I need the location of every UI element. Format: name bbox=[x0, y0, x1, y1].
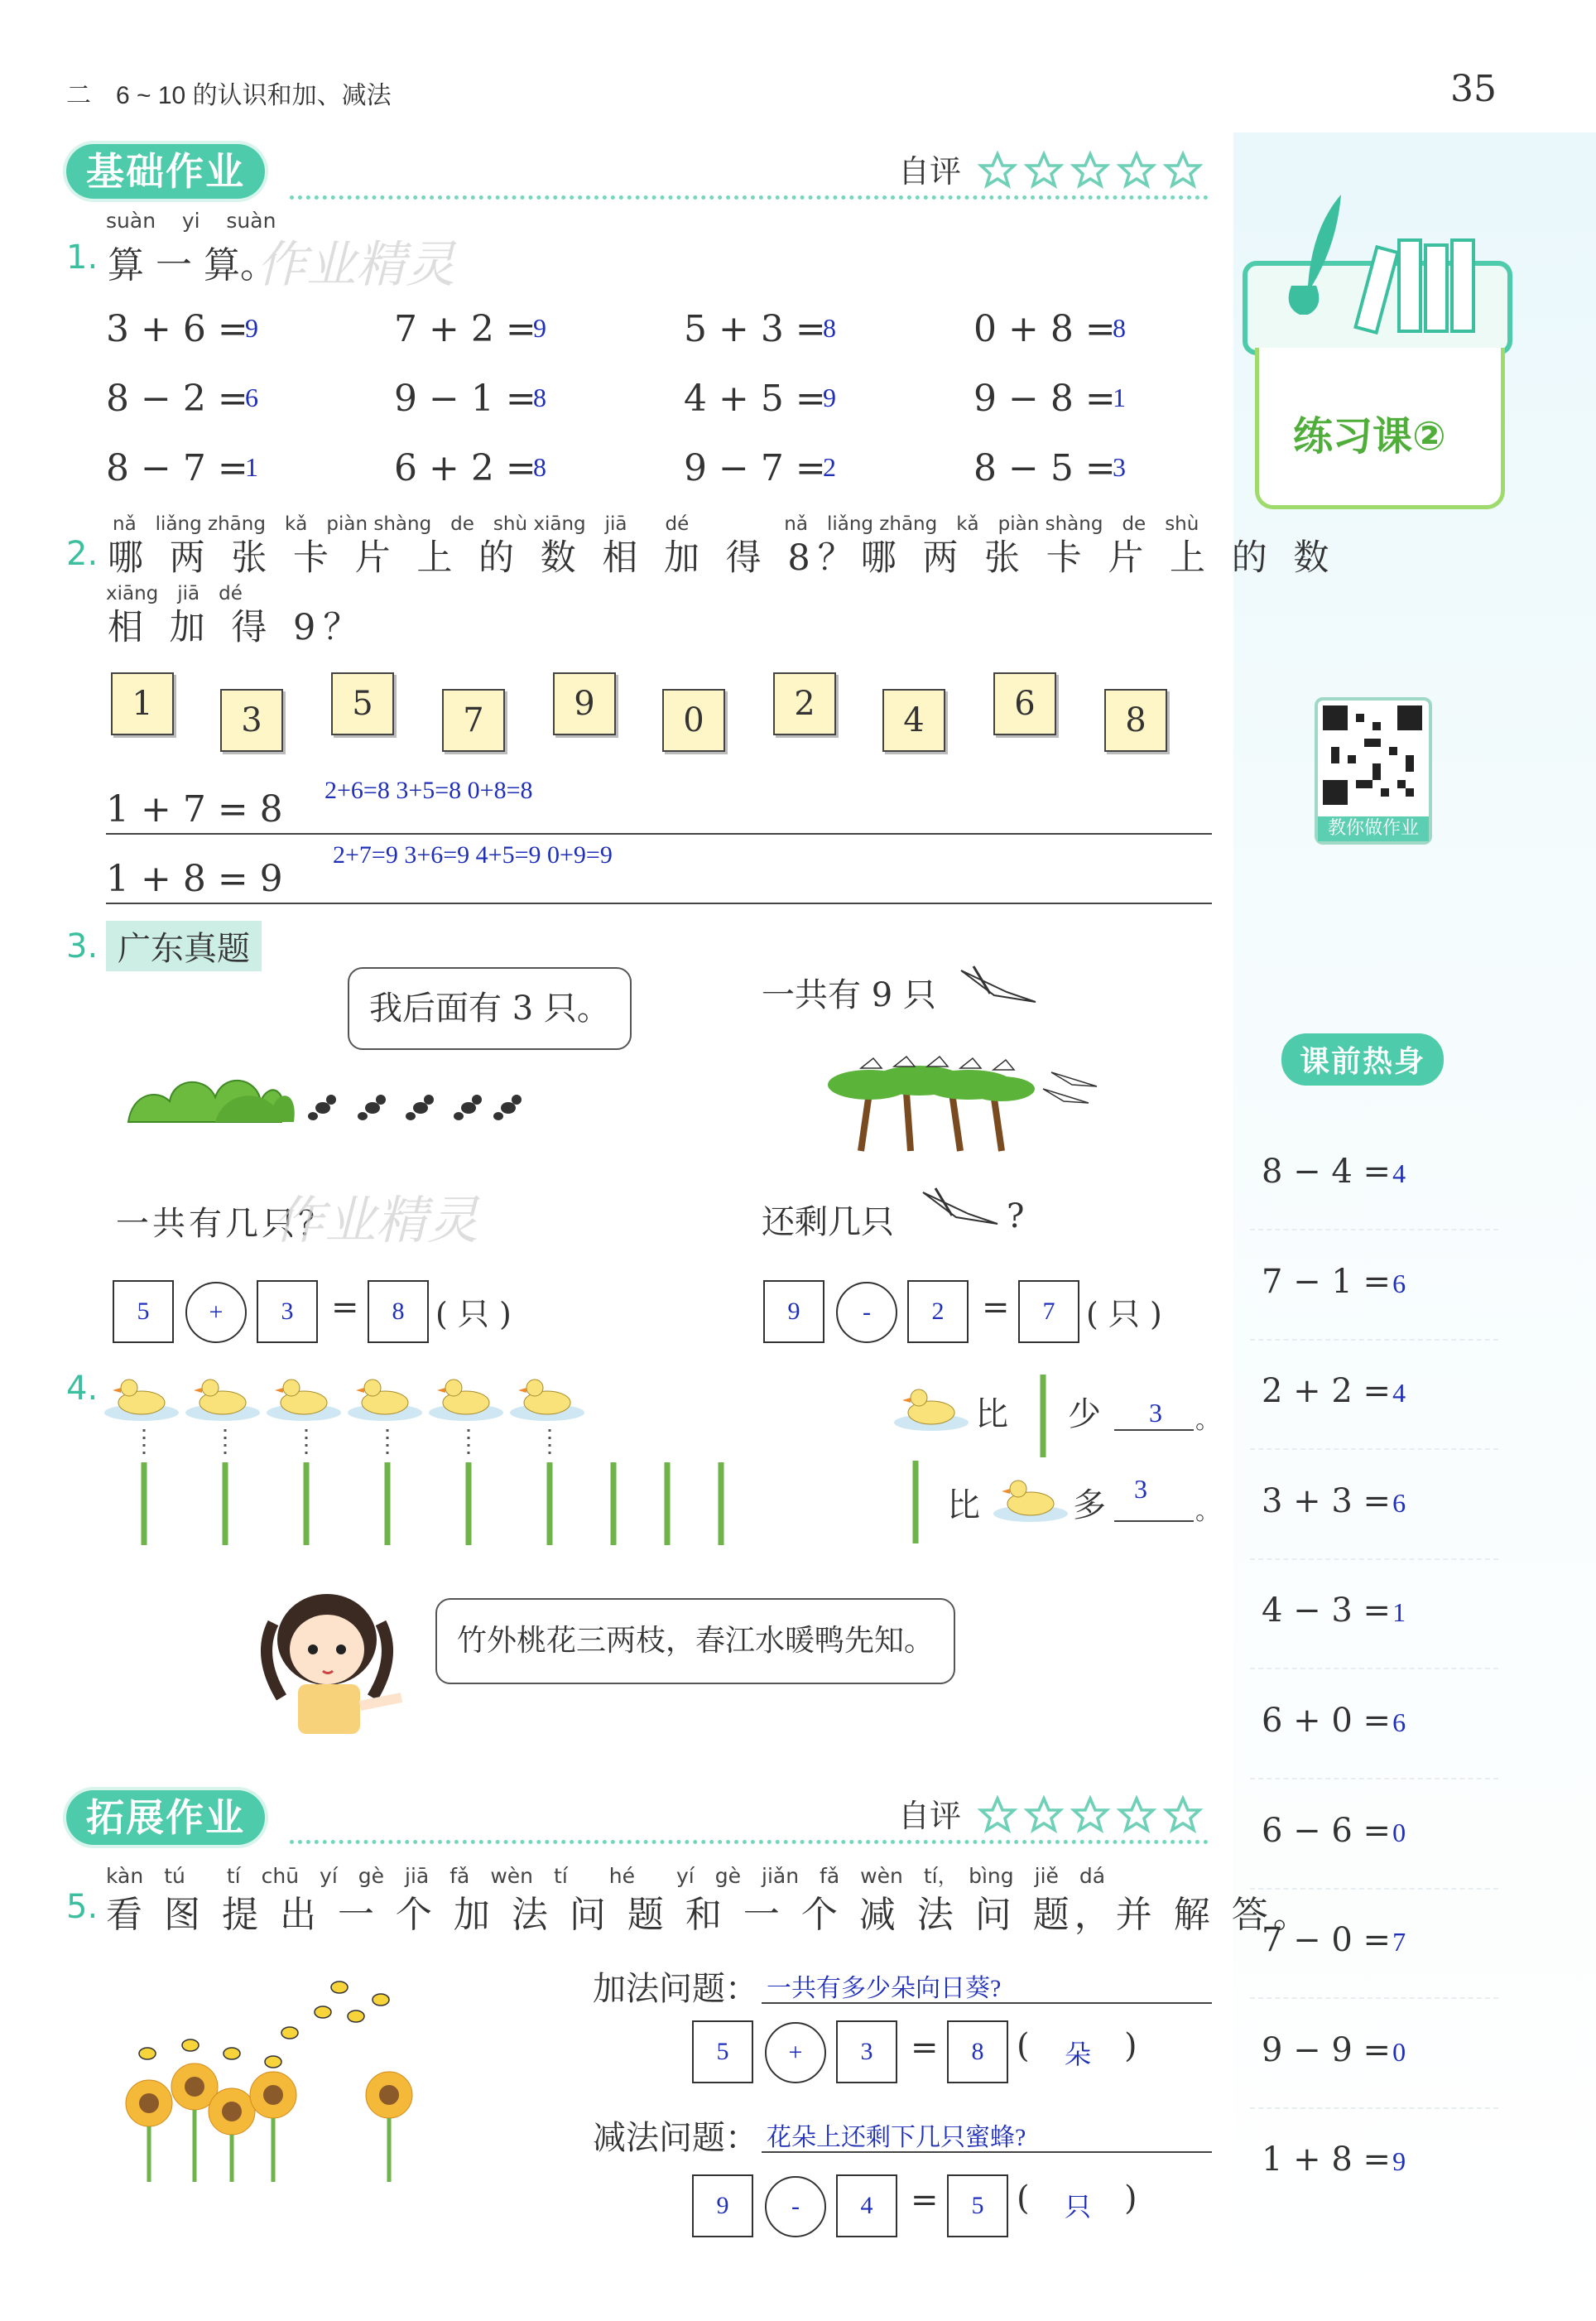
q1-answer[interactable]: 8 bbox=[533, 452, 546, 482]
equals-sign: = bbox=[911, 2029, 939, 2067]
page-number: 35 bbox=[1450, 68, 1497, 110]
q2-equation-1: 1 + 7 = 8 bbox=[106, 788, 283, 831]
add-unit[interactable]: 朵 bbox=[1065, 2039, 1092, 2069]
q5-pinyin: kàn tú tí chū yí gè jiā fǎ wèn tí hé yí gè jiǎn fǎ wèn tí， bìng jiě dá bbox=[106, 1864, 1106, 1888]
pinyin: suàn bbox=[226, 209, 276, 233]
paren-close: ) bbox=[1124, 2027, 1137, 2065]
unit-label: ( 只 ) bbox=[435, 1296, 512, 1332]
star-icon[interactable] bbox=[1163, 1795, 1203, 1835]
sub-unit[interactable]: 只 bbox=[1065, 2192, 1092, 2222]
divider bbox=[1250, 1778, 1498, 1779]
duck-icon bbox=[894, 1381, 969, 1431]
sub-question-answer[interactable]: 花朵上还剩下几只蜜蜂? bbox=[767, 2124, 1026, 2151]
period: 。 bbox=[1195, 1406, 1220, 1435]
divider bbox=[1250, 1448, 1498, 1450]
operator-circle[interactable]: + bbox=[185, 1282, 247, 1343]
compare-shao: 少 bbox=[1068, 1395, 1101, 1433]
compare-bi: 比 bbox=[975, 1395, 1008, 1433]
ink-and-books-icon bbox=[1242, 190, 1515, 356]
q1-equation: 9 − 1 = bbox=[394, 378, 536, 420]
answer-line bbox=[1114, 1520, 1194, 1522]
warmup-answer[interactable]: 6 bbox=[1392, 1707, 1406, 1737]
warmup-answer[interactable]: 4 bbox=[1392, 1158, 1406, 1188]
answer-box[interactable]: 3 bbox=[836, 2020, 897, 2083]
q2-pinyin-line2: xiāng jiā dé bbox=[106, 583, 243, 604]
warmup-equation bbox=[1262, 1153, 1406, 1191]
q3-tag: 广东真题 bbox=[106, 921, 262, 971]
add-question-label: 加法问题： bbox=[593, 1970, 758, 2008]
warmup-expression: 2 + 2 = bbox=[1262, 1372, 1392, 1411]
qr-caption: 教你做作业 bbox=[1318, 816, 1429, 841]
q1-equation: 9 − 7 = bbox=[684, 447, 826, 489]
q1-equation: 0 + 8 = bbox=[973, 308, 1116, 350]
answer-box[interactable]: 9 bbox=[763, 1280, 824, 1343]
divider bbox=[1250, 1997, 1498, 1999]
warmup-answer[interactable]: 9 bbox=[1392, 2146, 1406, 2177]
speech-bubble: 我后面有 3 只。 bbox=[348, 967, 632, 1050]
qr-pattern bbox=[1323, 705, 1422, 805]
period: 。 bbox=[1195, 1497, 1220, 1526]
bamboo-icon bbox=[1026, 1375, 1060, 1457]
self-eval-extend bbox=[898, 1790, 1209, 1842]
star-icon[interactable] bbox=[1024, 1795, 1064, 1835]
sub-question-label: 减法问题： bbox=[593, 2119, 758, 2157]
number-card[interactable]: 6 bbox=[993, 672, 1056, 735]
warmup-answer[interactable]: 4 bbox=[1392, 1378, 1406, 1408]
star-icon[interactable] bbox=[978, 1795, 1017, 1835]
answer-box[interactable]: 5 bbox=[113, 1280, 174, 1343]
warmup-expression: 1 + 8 = bbox=[1262, 2140, 1392, 2179]
number-card[interactable]: 3 bbox=[220, 689, 283, 752]
answer-box[interactable]: 3 bbox=[257, 1280, 318, 1343]
q1-answer[interactable]: 8 bbox=[823, 313, 836, 343]
star-icon[interactable] bbox=[1024, 151, 1064, 190]
paren-close: ) bbox=[1124, 2179, 1137, 2217]
answer-box[interactable]: 4 bbox=[836, 2174, 897, 2237]
q1-equation: 8 − 2 = bbox=[106, 378, 248, 420]
answer-box[interactable]: 5 bbox=[692, 2020, 753, 2083]
number-card[interactable]: 4 bbox=[882, 689, 945, 752]
warmup-answer[interactable]: 0 bbox=[1392, 2036, 1406, 2067]
warmup-equation bbox=[1262, 1263, 1406, 1301]
bush-and-ants-illustration bbox=[124, 1043, 530, 1134]
warmup-equation bbox=[1262, 2140, 1406, 2179]
divider bbox=[1250, 1229, 1498, 1230]
equals-sign: = bbox=[331, 1288, 359, 1327]
basic-homework-banner: 基础作业 bbox=[66, 144, 265, 199]
warmup-expression: 7 − 0 = bbox=[1262, 1921, 1392, 1960]
answer-line bbox=[106, 833, 1212, 835]
warmup-expression: 3 + 3 = bbox=[1262, 1481, 1392, 1520]
q2-equation-2: 1 + 8 = 9 bbox=[106, 858, 283, 900]
answer-box[interactable]: 8 bbox=[368, 1280, 429, 1343]
operator-circle[interactable]: - bbox=[765, 2176, 826, 2237]
q2-number: 2. bbox=[66, 535, 99, 573]
q2-answer-2[interactable]: 2+7=9 3+6=9 4+5=9 0+9=9 bbox=[333, 841, 613, 869]
q4-answer-2[interactable]: 3 bbox=[1134, 1474, 1147, 1504]
warmup-expression: 7 − 1 = bbox=[1262, 1262, 1392, 1301]
answer-box[interactable]: 8 bbox=[947, 2020, 1008, 2083]
q1-answer[interactable]: 8 bbox=[1113, 313, 1126, 343]
palm-trees-birds-illustration bbox=[828, 1043, 1101, 1159]
q1-answer[interactable]: 8 bbox=[533, 383, 546, 412]
warmup-expression: 6 − 6 = bbox=[1262, 1811, 1392, 1850]
answer-box[interactable]: 7 bbox=[1018, 1280, 1079, 1343]
equals-sign: = bbox=[982, 1288, 1010, 1327]
number-card[interactable]: 8 bbox=[1104, 689, 1167, 752]
self-eval-label: 自评 bbox=[898, 1798, 962, 1834]
rating-stars[interactable] bbox=[978, 161, 1209, 198]
q1-answer[interactable]: 1 bbox=[1113, 383, 1126, 412]
girl-illustration bbox=[248, 1573, 414, 1739]
q3-right-top: 一共有 9 只 bbox=[762, 976, 936, 1014]
star-icon[interactable] bbox=[1070, 1795, 1110, 1835]
answer-box[interactable]: 9 bbox=[692, 2174, 753, 2237]
q2-question-line1: 哪 两 张 卡 片 上 的 数 相 加 得 8？哪 两 张 卡 片 上 的 数 bbox=[108, 537, 1337, 579]
watermark: 作业精灵 bbox=[257, 236, 455, 294]
warmup-equation bbox=[1262, 2031, 1406, 2069]
add-question-answer[interactable]: 一共有多少朵向日葵? bbox=[767, 1975, 1002, 2002]
q4-number: 4. bbox=[66, 1370, 99, 1408]
star-icon[interactable] bbox=[1117, 151, 1156, 190]
unit-label: ( 只 ) bbox=[1086, 1296, 1162, 1332]
star-icon[interactable] bbox=[1070, 151, 1110, 190]
compare-duo: 多 bbox=[1073, 1486, 1106, 1524]
warmup-equation bbox=[1262, 1482, 1406, 1520]
warmup-expression: 4 − 3 = bbox=[1262, 1591, 1392, 1630]
answer-line bbox=[762, 2151, 1212, 2153]
divider bbox=[1250, 1558, 1498, 1560]
q5-title: 看 图 提 出 一 个 加 法 问 题 和 一 个 减 法 问 题，并 解 答。 bbox=[106, 1894, 1315, 1936]
divider bbox=[1250, 1339, 1498, 1341]
duck-icon bbox=[993, 1472, 1068, 1522]
watermark: 作业精灵 bbox=[273, 1190, 479, 1250]
extend-homework-banner: 拓展作业 bbox=[66, 1790, 265, 1845]
paren-open: ( bbox=[1017, 2027, 1030, 2065]
bird-icon bbox=[919, 1184, 1010, 1234]
q2-question-line2: 相 加 得 9？ bbox=[108, 607, 367, 648]
q2-pinyin-line1: nǎ liǎng zhāng kǎ piàn shàng de shù xiāng jiā dé nǎ liǎng zhāng kǎ piàn shàng de shù bbox=[113, 513, 1199, 535]
divider bbox=[1250, 1888, 1498, 1890]
self-eval-basic bbox=[898, 146, 1209, 198]
operator-circle[interactable]: - bbox=[836, 1282, 897, 1343]
warmup-banner: 课前热身 bbox=[1281, 1033, 1444, 1086]
ducks-and-bamboo-illustration bbox=[104, 1371, 767, 1553]
q1-pinyin bbox=[106, 209, 276, 233]
number-card[interactable]: 9 bbox=[553, 672, 616, 735]
pinyin: yi bbox=[181, 209, 200, 233]
answer-line bbox=[1114, 1429, 1194, 1431]
number-card[interactable]: 2 bbox=[773, 672, 836, 735]
answer-line bbox=[106, 903, 1212, 904]
answer-box[interactable]: 5 bbox=[947, 2174, 1008, 2237]
warmup-expression: 9 − 9 = bbox=[1262, 2030, 1392, 2069]
q1-answer[interactable]: 1 bbox=[245, 452, 258, 482]
star-icon[interactable] bbox=[978, 151, 1017, 190]
q1-title: 算 一 算。 bbox=[108, 244, 276, 287]
lesson-label: 练习课② bbox=[1293, 413, 1446, 460]
q1-answer[interactable]: 9 bbox=[823, 383, 836, 412]
q1-equation: 7 + 2 = bbox=[394, 308, 536, 350]
warmup-equation bbox=[1262, 1702, 1406, 1740]
warmup-equation bbox=[1262, 1921, 1406, 1959]
q3-left-question: 一共有几只？ bbox=[116, 1205, 334, 1243]
q1-equation: 9 − 8 = bbox=[973, 378, 1116, 420]
warmup-equation bbox=[1262, 1372, 1406, 1410]
warmup-answer[interactable]: 7 bbox=[1392, 1927, 1406, 1957]
warmup-expression: 8 − 4 = bbox=[1262, 1153, 1392, 1191]
q2-answer-1[interactable]: 2+6=8 3+5=8 0+8=8 bbox=[324, 777, 533, 804]
warmup-answer[interactable]: 6 bbox=[1392, 1487, 1406, 1518]
q1-answer[interactable]: 6 bbox=[245, 383, 258, 412]
number-card[interactable]: 1 bbox=[111, 672, 174, 735]
q1-equation: 8 − 5 = bbox=[973, 447, 1116, 489]
qr-code-icon[interactable] bbox=[1315, 697, 1432, 845]
q3-number: 3. bbox=[66, 927, 99, 965]
question-mark: ? bbox=[1007, 1197, 1025, 1235]
rating-stars[interactable] bbox=[978, 1806, 1209, 1842]
warmup-answer[interactable]: 6 bbox=[1392, 1268, 1406, 1298]
q5-number: 5. bbox=[66, 1888, 99, 1926]
star-icon[interactable] bbox=[1163, 151, 1203, 190]
answer-line bbox=[762, 2002, 1212, 2004]
q3-right-question: 还剩几只 bbox=[762, 1203, 894, 1241]
warmup-expression: 6 + 0 = bbox=[1262, 1702, 1392, 1740]
number-card[interactable]: 5 bbox=[331, 672, 394, 735]
divider bbox=[1250, 2107, 1498, 2109]
number-card[interactable]: 0 bbox=[662, 689, 725, 752]
star-icon[interactable] bbox=[1117, 1795, 1156, 1835]
q1-equation: 4 + 5 = bbox=[684, 378, 826, 420]
paren-open: ( bbox=[1017, 2179, 1030, 2217]
pinyin: suàn bbox=[106, 209, 156, 233]
q1-equation: 3 + 6 = bbox=[106, 308, 248, 350]
compare-bi: 比 bbox=[947, 1486, 980, 1524]
q1-answer[interactable]: 9 bbox=[533, 313, 546, 343]
warmup-equation bbox=[1262, 1812, 1406, 1850]
q1-answer[interactable]: 3 bbox=[1113, 452, 1126, 482]
warmup-answer[interactable]: 0 bbox=[1392, 1817, 1406, 1847]
q1-equation: 5 + 3 = bbox=[684, 308, 826, 350]
q1-equation: 6 + 2 = bbox=[394, 447, 536, 489]
self-eval-label: 自评 bbox=[898, 153, 962, 190]
answer-box[interactable]: 2 bbox=[907, 1280, 969, 1343]
poem-bubble: 竹外桃花三两枝，春江水暖鸭先知。 bbox=[435, 1598, 955, 1684]
warmup-answer[interactable]: 1 bbox=[1392, 1597, 1406, 1628]
chapter-title: 二 6 ~ 10 的认识和加、减法 bbox=[66, 82, 392, 109]
number-card[interactable]: 7 bbox=[442, 689, 505, 752]
operator-circle[interactable]: + bbox=[765, 2022, 826, 2083]
equals-sign: = bbox=[911, 2181, 939, 2219]
warmup-equation bbox=[1262, 1591, 1406, 1630]
q1-number: 1. bbox=[66, 238, 99, 277]
q1-equation: 8 − 7 = bbox=[106, 447, 248, 489]
q4-answer-1[interactable]: 3 bbox=[1149, 1398, 1162, 1428]
bamboo-icon bbox=[899, 1461, 932, 1543]
q1-answer[interactable]: 9 bbox=[245, 313, 258, 343]
divider bbox=[1250, 1668, 1498, 1669]
q1-answer[interactable]: 2 bbox=[823, 452, 836, 482]
sunflowers-bees-illustration bbox=[108, 1971, 538, 2186]
bird-icon bbox=[957, 962, 1048, 1012]
